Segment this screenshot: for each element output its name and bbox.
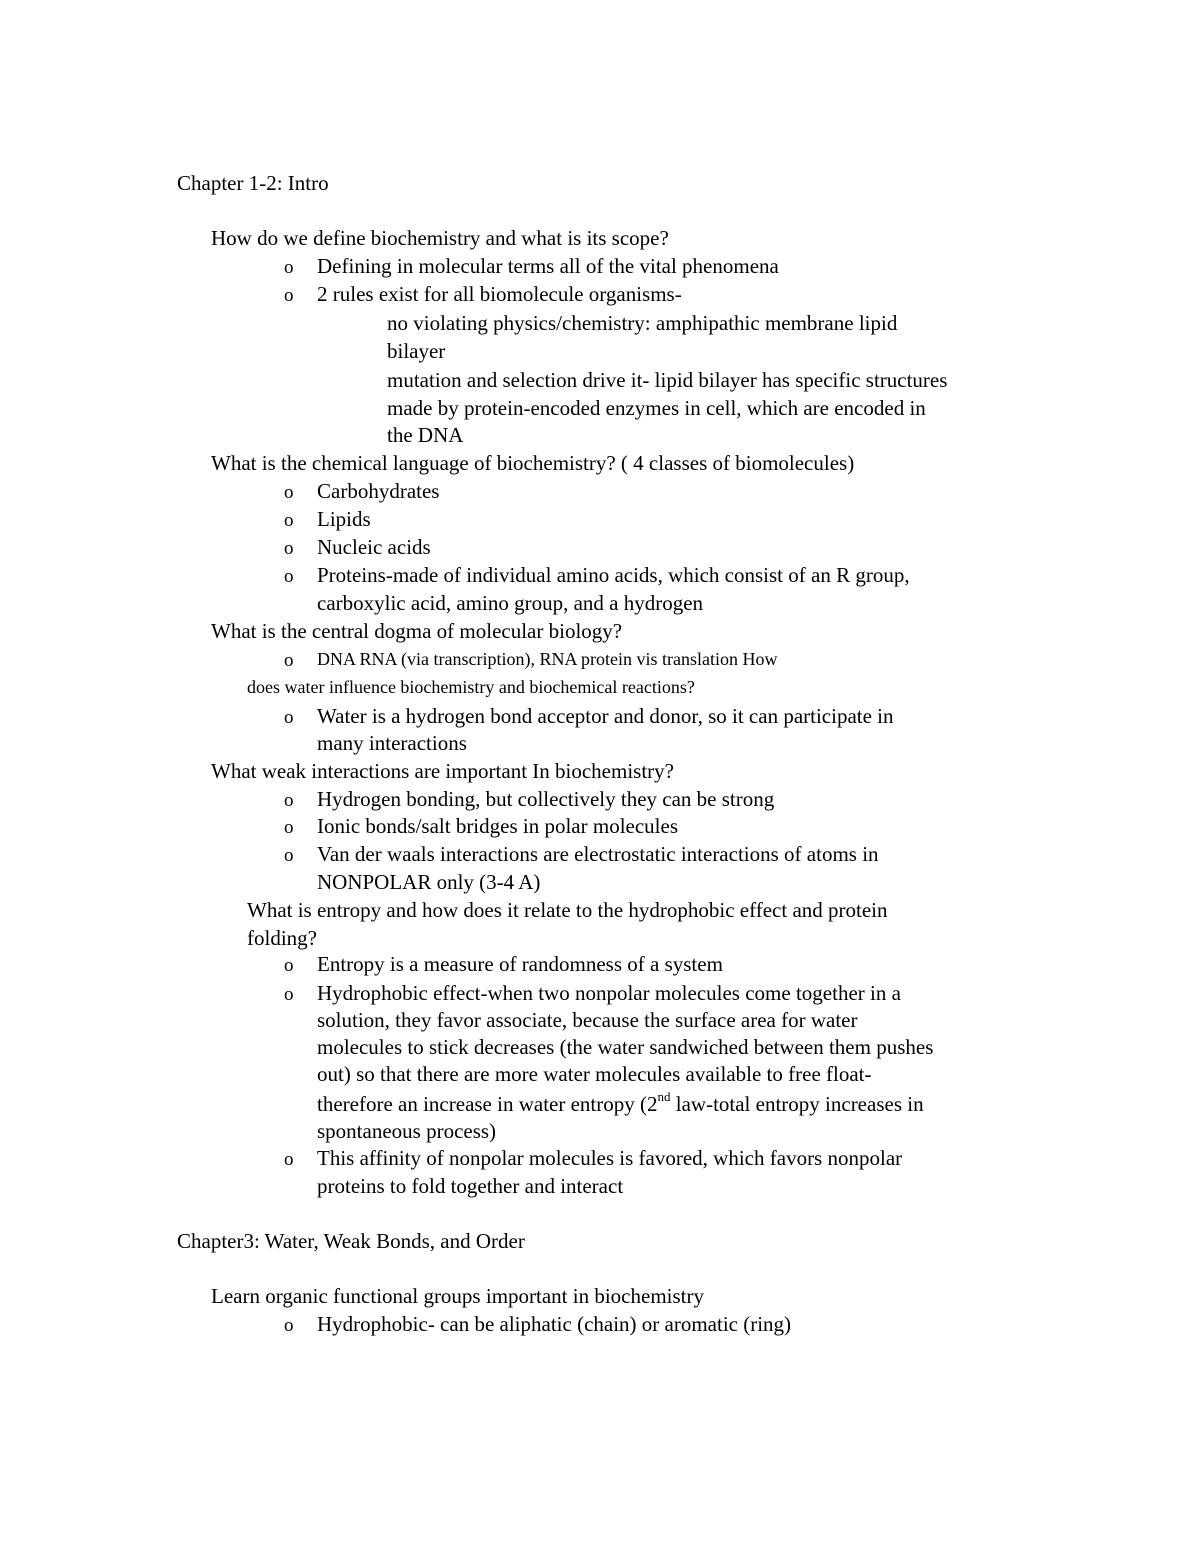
bullet-icon: o [284,538,294,559]
bullet-text: solution, they favor associate, because the surface area for water [317,1008,858,1032]
bullet-text: therefore an increase in water entropy (2nd law-total entropy increases in [317,1089,924,1116]
bullet-text: This affinity of nonpolar molecules is favored, which favors nonpolar [317,1146,903,1170]
question-heading: What weak interactions are important In biochemistry? [211,759,674,783]
sub-item-text: bilayer [387,339,446,363]
bullet-text: Van der waals interactions are electrostatic interactions of atoms in [317,842,879,866]
question-heading: What is entropy and how does it relate to the hydrophobic effect and protein [247,898,888,922]
question-heading: What is the central dogma of molecular biology? [211,619,623,643]
bullet-text: out) so that there are more water molecules available to free float- [317,1062,872,1086]
bullet-text: Proteins-made of individual amino acids, which consist of an R group, [317,563,910,587]
bullet-icon: o [284,510,294,531]
bullet-icon: o [284,285,294,306]
bullet-text: many interactions [317,731,467,755]
bullet-text: proteins to fold together and interact [317,1174,624,1198]
bullet-text: carboxylic acid, amino group, and a hydrogen [317,591,704,615]
chapter-heading: Chapter 1-2: Intro [177,171,329,195]
superscript: nd [657,1089,671,1104]
bullet-text: molecules to stick decreases (the water sandwiched between them pushes [317,1035,934,1059]
bullet-icon: o [284,257,294,278]
bullet-icon: o [284,482,294,503]
bullet-text: Ionic bonds/salt bridges in polar molecules [317,814,679,838]
bullet-text: Nucleic acids [317,535,431,559]
bullet-icon: o [284,650,294,671]
bullet-text: Defining in molecular terms all of the vital phenomena [317,254,779,278]
bullet-icon: o [284,817,294,838]
sub-item-text: the DNA [387,423,464,447]
question-heading: How do we define biochemistry and what is its scope? [211,226,669,250]
bullet-text: Entropy is a measure of randomness of a system [317,952,723,976]
bullet-icon: o [284,984,294,1005]
bullet-text: spontaneous process) [317,1119,497,1143]
chapter-heading: Chapter3: Water, Weak Bonds, and Order [177,1229,525,1253]
bullet-icon: o [284,845,294,866]
bullet-icon: o [284,707,294,728]
bullet-text: 2 rules exist for all biomolecule organisms- [317,282,682,306]
bullet-text: NONPOLAR only (3-4 A) [317,870,541,894]
bullet-text: Hydrophobic effect-when two nonpolar molecules come together in a [317,981,901,1005]
bullet-text: Lipids [317,507,371,531]
question-heading: What is the chemical language of biochemistry? ( 4 classes of biomolecules) [211,451,855,475]
bullet-icon: o [284,566,294,587]
bullet-text: Hydrogen bonding, but collectively they can be strong [317,787,775,811]
sub-item-text: mutation and selection drive it- lipid bilayer has specific structures [387,368,948,392]
bullet-text: Water is a hydrogen bond acceptor and donor, so it can participate in [317,704,894,728]
sub-item-text: no violating physics/chemistry: amphipathic membrane lipid [387,311,898,335]
bullet-text: DNA RNA (via transcription), RNA protein vis translation How [317,649,778,669]
question-heading: folding? [247,926,317,950]
question-heading: Learn organic functional groups important in biochemistry [211,1284,704,1308]
question-heading: does water influence biochemistry and biochemical reactions? [247,677,695,697]
sub-item-text: made by protein-encoded enzymes in cell, which are encoded in [387,396,926,420]
bullet-text: Carbohydrates [317,479,440,503]
bullet-icon: o [284,790,294,811]
bullet-text: Hydrophobic- can be aliphatic (chain) or aromatic (ring) [317,1312,792,1336]
bullet-icon: o [284,1315,294,1336]
bullet-icon: o [284,955,294,976]
bullet-icon: o [284,1149,294,1170]
